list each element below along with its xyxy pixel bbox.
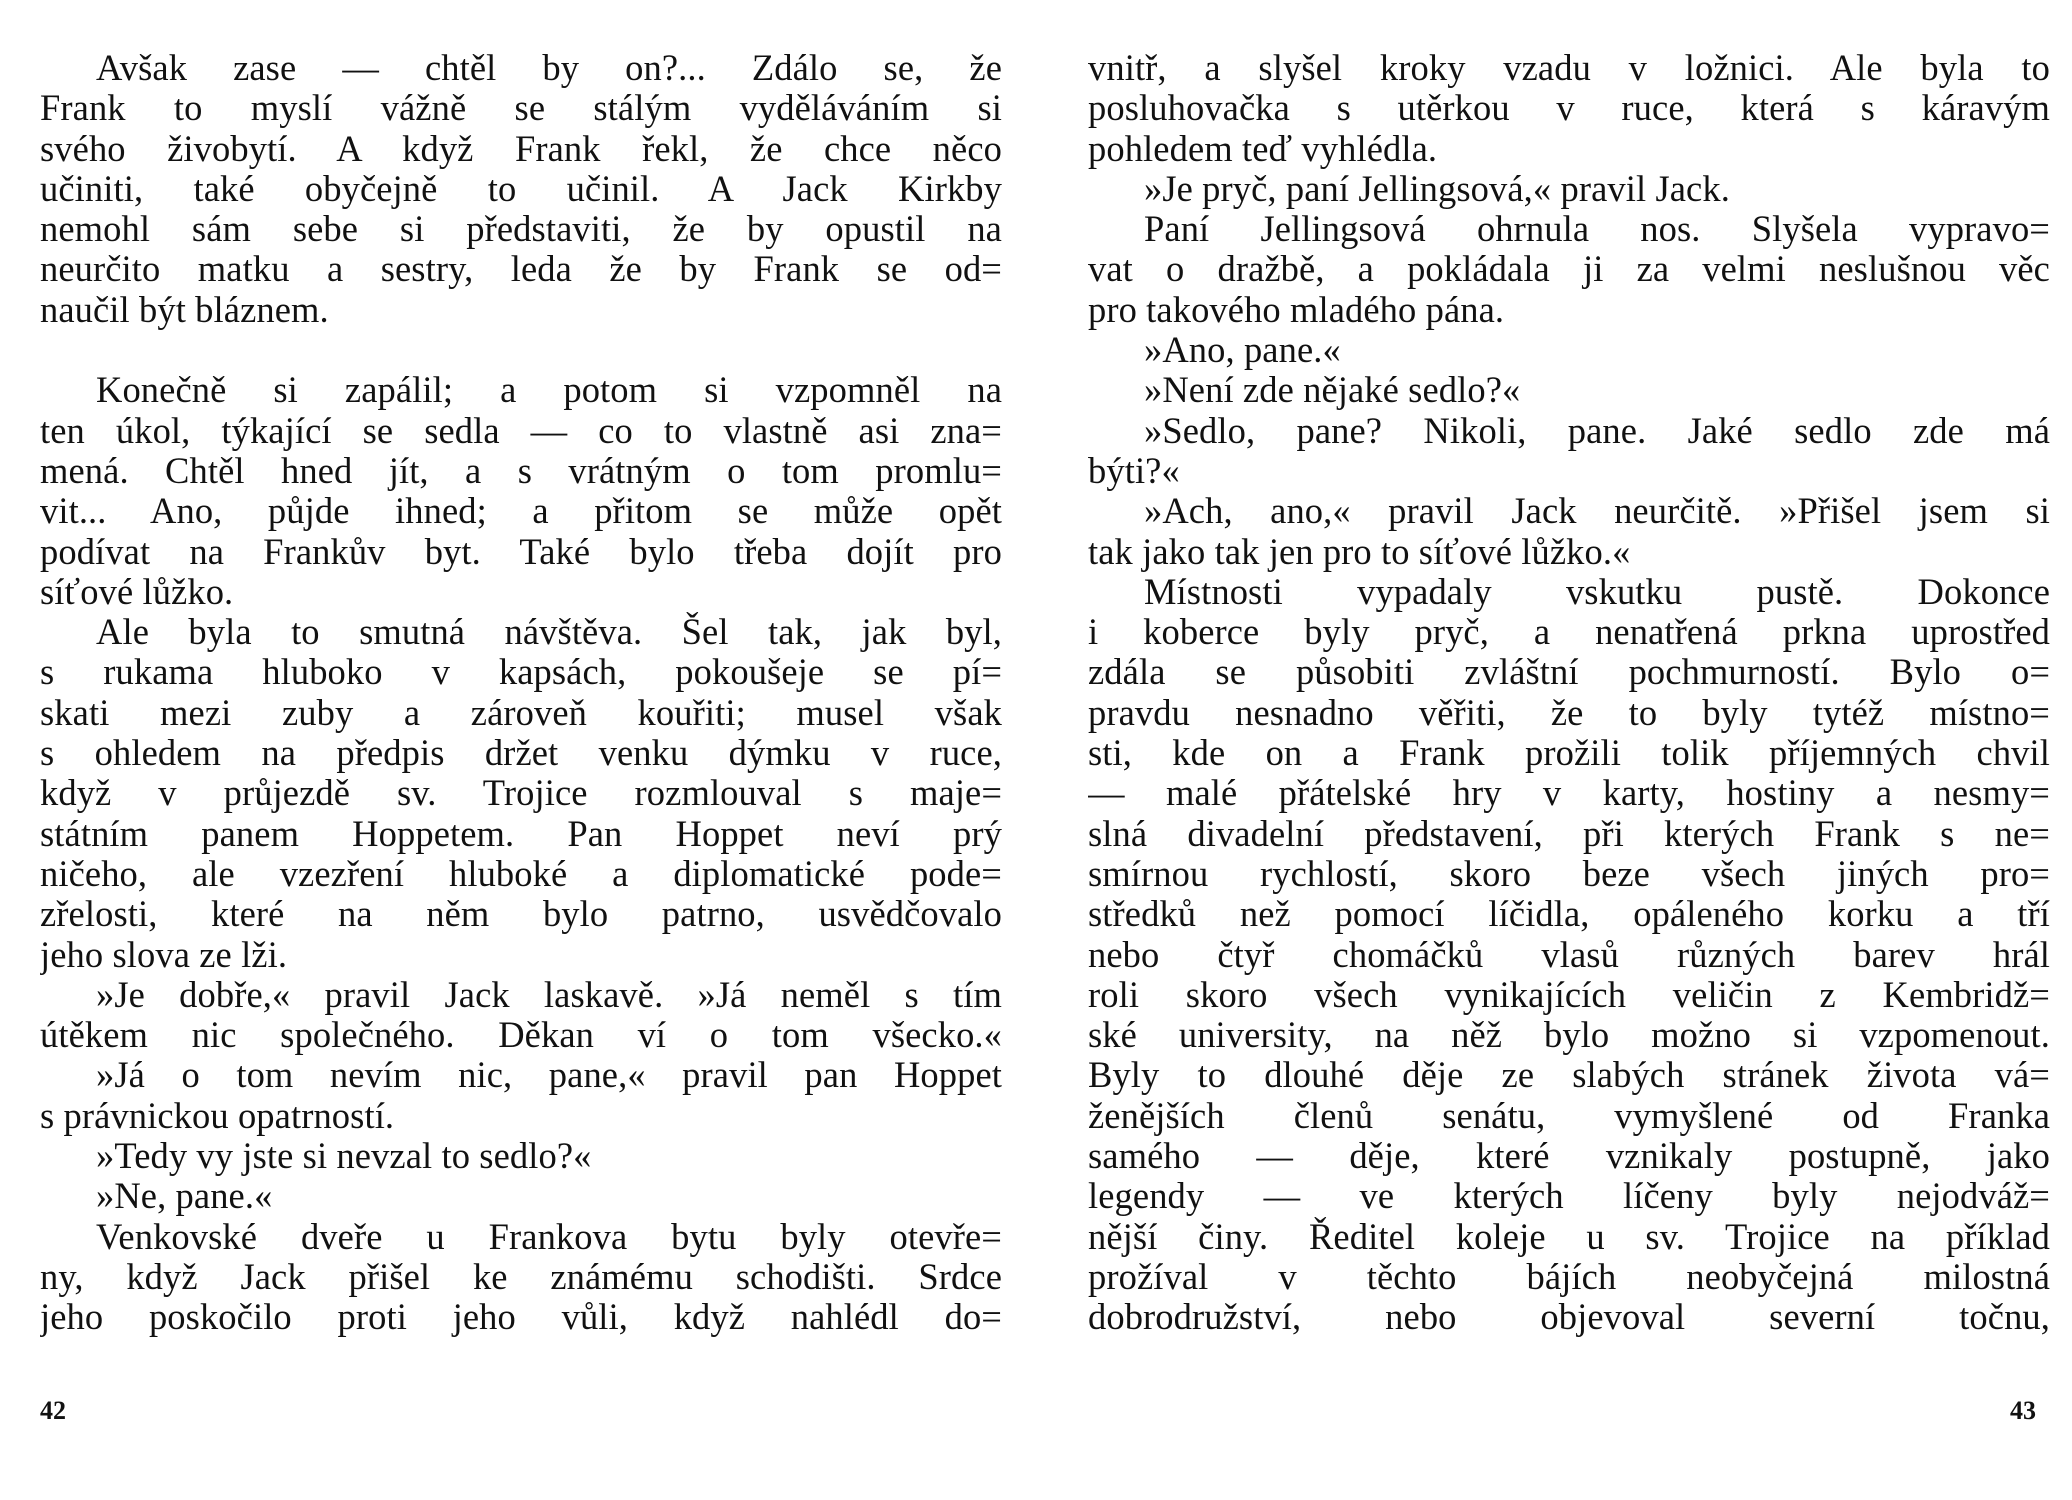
text-line: učiniti, také obyčejně to učinil. A Jack Kirkby (40, 168, 1002, 209)
text-line: samého — děje, které vznikaly postupně, jako (1088, 1136, 2050, 1177)
text-line: zřelosti, které na něm bylo patrno, usvědčovalo (40, 894, 1002, 935)
text-line: »Ne, pane.« (96, 1176, 273, 1217)
text-line: jeho poskočilo proti jeho vůli, když nahlédl do= (40, 1297, 1002, 1338)
text-line: s právnickou opatrností. (40, 1095, 395, 1136)
text-line: skati mezi zuby a zároveň kouřiti; musel však (40, 692, 1002, 733)
text-line: sti, kde on a Frank prožili tolik příjemných chvil (1088, 733, 2050, 774)
text-line: útěkem nic společného. Děkan ví o tom všecko.« (40, 1015, 1002, 1056)
left-page (40, 48, 1002, 1338)
text-line: nebo čtyř chomáčků vlasů různých barev hrál (1088, 934, 2050, 975)
text-line: posluhovačka s utěrkou v ruce, která s káravým (1088, 88, 2050, 129)
text-line: ničeho, ale vzezření hluboké a diplomatické pode= (40, 853, 1002, 894)
text-line: ženějších členů senátu, vymyšlené od Franka (1088, 1095, 2050, 1136)
text-line: — malé přátelské hry v karty, hostiny a nesmy= (1088, 773, 2050, 814)
text-line: ské university, na něž bylo možno si vzpomenout. (1088, 1015, 2050, 1056)
text-line: podívat na Frankův byt. Také bylo třeba dojít pro (40, 531, 1002, 572)
text-line: pohledem teď vyhlédla. (1088, 128, 1438, 169)
text-line: legendy — ve kterých líčeny byly nejodváž= (1088, 1176, 2050, 1217)
text-line: když v průjezdě sv. Trojice rozmlouval s maje= (40, 773, 1002, 814)
text-line: vat o dražbě, a pokládala ji za velmi neslušnou věc (1088, 249, 2050, 290)
text-line: i koberce byly pryč, a nenatřená prkna uprostřed (1088, 612, 2050, 653)
text-line: »Ach, ano,« pravil Jack neurčitě. »Přišel jsem si (1144, 491, 2050, 532)
right-page (1088, 48, 2050, 1338)
text-line: smírnou rychlostí, skoro beze všech jiných pro= (1088, 853, 2050, 894)
text-line: státním panem Hoppetem. Pan Hoppet neví prý (40, 813, 1002, 854)
page-number-right: 43 (2010, 1396, 2036, 1425)
text-line: slná divadelní představení, při kterých Frank s ne= (1088, 813, 2050, 854)
text-line: »Ano, pane.« (1144, 330, 1341, 371)
text-line: zdála se působiti zvláštní pochmurností. Bylo o= (1088, 652, 2050, 693)
text-line: »Tedy vy jste si nevzal to sedlo?« (96, 1136, 592, 1177)
text-line: s ohledem na předpis držet venku dýmku v ruce, (40, 733, 1002, 774)
text-line: býti?« (1088, 450, 1180, 491)
text-line: »Je dobře,« pravil Jack laskavě. »Já neměl s tím (96, 974, 1002, 1015)
text-line: vit... Ano, půjde ihned; a přitom se může opět (40, 491, 1002, 532)
text-line: Místnosti vypadaly vskutku pustě. Dokonce (1144, 571, 2050, 612)
text-line: nemohl sám sebe si představiti, že by opustil na (40, 209, 1002, 250)
section-break (40, 330, 1002, 370)
text-line: nější činy. Ředitel koleje u sv. Trojice na příklad (1088, 1216, 2050, 1257)
text-line: Frank to myslí vážně se stálým vyděláváním si (40, 88, 1002, 129)
text-line: »Je pryč, paní Jellingsová,« pravil Jack. (1144, 168, 1730, 209)
page-number-left: 42 (40, 1396, 66, 1425)
text-line: středků než pomocí líčidla, opáleného korku a tří (1088, 894, 2050, 935)
text-line: ny, když Jack přišel ke známému schodišti. Srdce (40, 1256, 1002, 1297)
text-line: pro takového mladého pána. (1088, 289, 1505, 330)
text-line: s rukama hluboko v kapsách, pokoušeje se pí= (40, 652, 1002, 693)
text-line: »Já o tom nevím nic, pane,« pravil pan Hoppet (96, 1055, 1002, 1096)
text-line: Konečně si zapálil; a potom si vzpomněl na (96, 370, 1002, 411)
text-line: jeho slova ze lži. (40, 934, 288, 975)
text-line: síťové lůžko. (40, 571, 234, 612)
text-line: ten úkol, týkající se sedla — co to vlastně asi zna= (40, 410, 1002, 451)
text-line: pravdu nesnadno věřiti, že to byly tytéž místno= (1088, 692, 2050, 733)
text-line: neurčito matku a sestry, leda že by Frank se od= (40, 249, 1002, 290)
text-line: Ale byla to smutná návštěva. Šel tak, jak byl, (96, 612, 1002, 653)
text-line: Venkovské dveře u Frankova bytu byly otevře= (96, 1216, 1002, 1257)
text-line: Avšak zase — chtěl by on?... Zdálo se, že (96, 48, 1002, 88)
text-line: prožíval v těchto bájích neobyčejná milostná (1088, 1256, 2050, 1297)
text-line: vnitř, a slyšel kroky vzadu v ložnici. Ale byla to (1088, 48, 2050, 88)
text-line: roli skoro všech vynikajících veličin z Kembridž= (1088, 974, 2050, 1015)
text-line: dobrodružství, nebo objevoval severní točnu, (1088, 1297, 2050, 1338)
text-line: naučil být bláznem. (40, 289, 329, 330)
text-line: svého živobytí. A když Frank řekl, že chce něco (40, 128, 1002, 169)
text-line: »Není zde nějaké sedlo?« (1144, 370, 1521, 411)
text-line: Byly to dlouhé děje ze slabých stránek života vá= (1088, 1055, 2050, 1096)
text-line: tak jako tak jen pro to síťové lůžko.« (1088, 531, 1631, 572)
text-line: mená. Chtěl hned jít, a s vrátným o tom promlu= (40, 450, 1002, 491)
text-line: »Sedlo, pane? Nikoli, pane. Jaké sedlo zde má (1144, 410, 2050, 451)
text-line: Paní Jellingsová ohrnula nos. Slyšela vypravo= (1144, 209, 2050, 250)
